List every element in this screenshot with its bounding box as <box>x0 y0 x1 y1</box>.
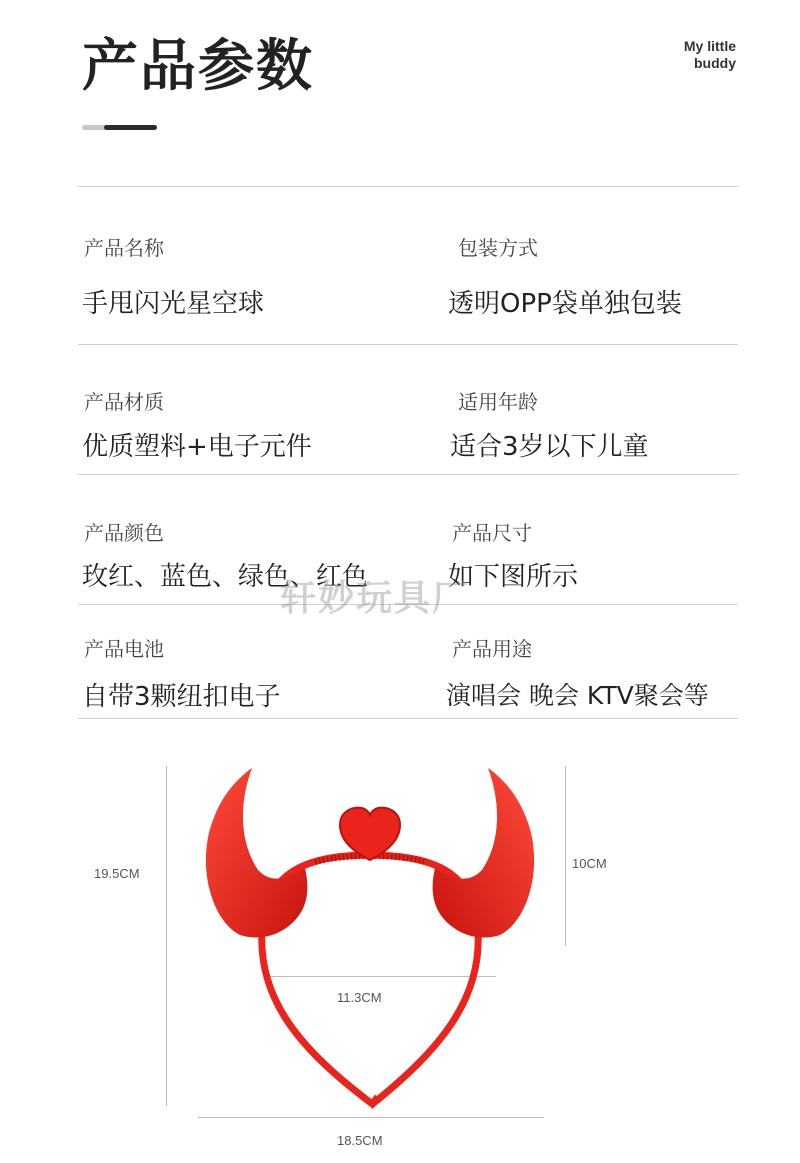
spec-value-name: 手甩闪光星空球 <box>82 289 265 319</box>
left-horn <box>206 768 307 938</box>
spec-label-usage: 产品用途 <box>452 637 532 661</box>
spec-label-battery: 产品电池 <box>84 637 164 661</box>
spec-label-name: 产品名称 <box>84 236 164 260</box>
divider-top <box>78 186 738 187</box>
dimension-horn-label: 10CM <box>572 856 607 871</box>
dimension-line-total-width <box>198 1117 544 1118</box>
spec-value-material: 优质塑料+电子元件 <box>82 432 312 462</box>
spec-label-age: 适用年龄 <box>458 390 538 414</box>
spec-value-packaging: 透明OPP袋单独包装 <box>448 289 682 319</box>
dimension-inner-width-label: 11.3CM <box>337 990 382 1005</box>
spec-value-battery: 自带3颗纽扣电子 <box>82 682 281 712</box>
dimension-line-height <box>166 766 167 1106</box>
spec-label-packaging: 包装方式 <box>458 236 538 260</box>
spec-value-color: 玫红、蓝色、绿色、红色 <box>82 562 369 592</box>
spec-label-color: 产品颜色 <box>84 521 164 545</box>
spec-label-material: 产品材质 <box>84 390 164 414</box>
divider-bottom <box>78 718 738 719</box>
page-title: 产品参数 <box>82 34 314 99</box>
spec-label-size: 产品尺寸 <box>452 521 532 545</box>
dimension-total-width-label: 18.5CM <box>337 1133 383 1148</box>
title-underline-dark <box>104 125 157 130</box>
right-horn <box>433 768 534 938</box>
brand-line-2: buddy <box>694 55 736 71</box>
dimension-height-label: 19.5CM <box>94 866 140 881</box>
dimension-line-horn <box>565 766 566 946</box>
spec-value-age: 适合3岁以下儿童 <box>450 432 649 462</box>
heart-light <box>340 808 400 860</box>
brand-line-1: My little <box>683 38 736 54</box>
spec-value-size: 如下图所示 <box>448 562 579 592</box>
devil-horn-headband-image <box>180 750 560 1110</box>
brand-logo <box>656 38 736 72</box>
watermark: 轩妙玩具厂 <box>280 578 471 619</box>
divider-row-1 <box>78 344 738 345</box>
divider-row-2 <box>78 474 738 475</box>
spec-value-usage: 演唱会 晚会 KTV聚会等 <box>446 681 709 710</box>
